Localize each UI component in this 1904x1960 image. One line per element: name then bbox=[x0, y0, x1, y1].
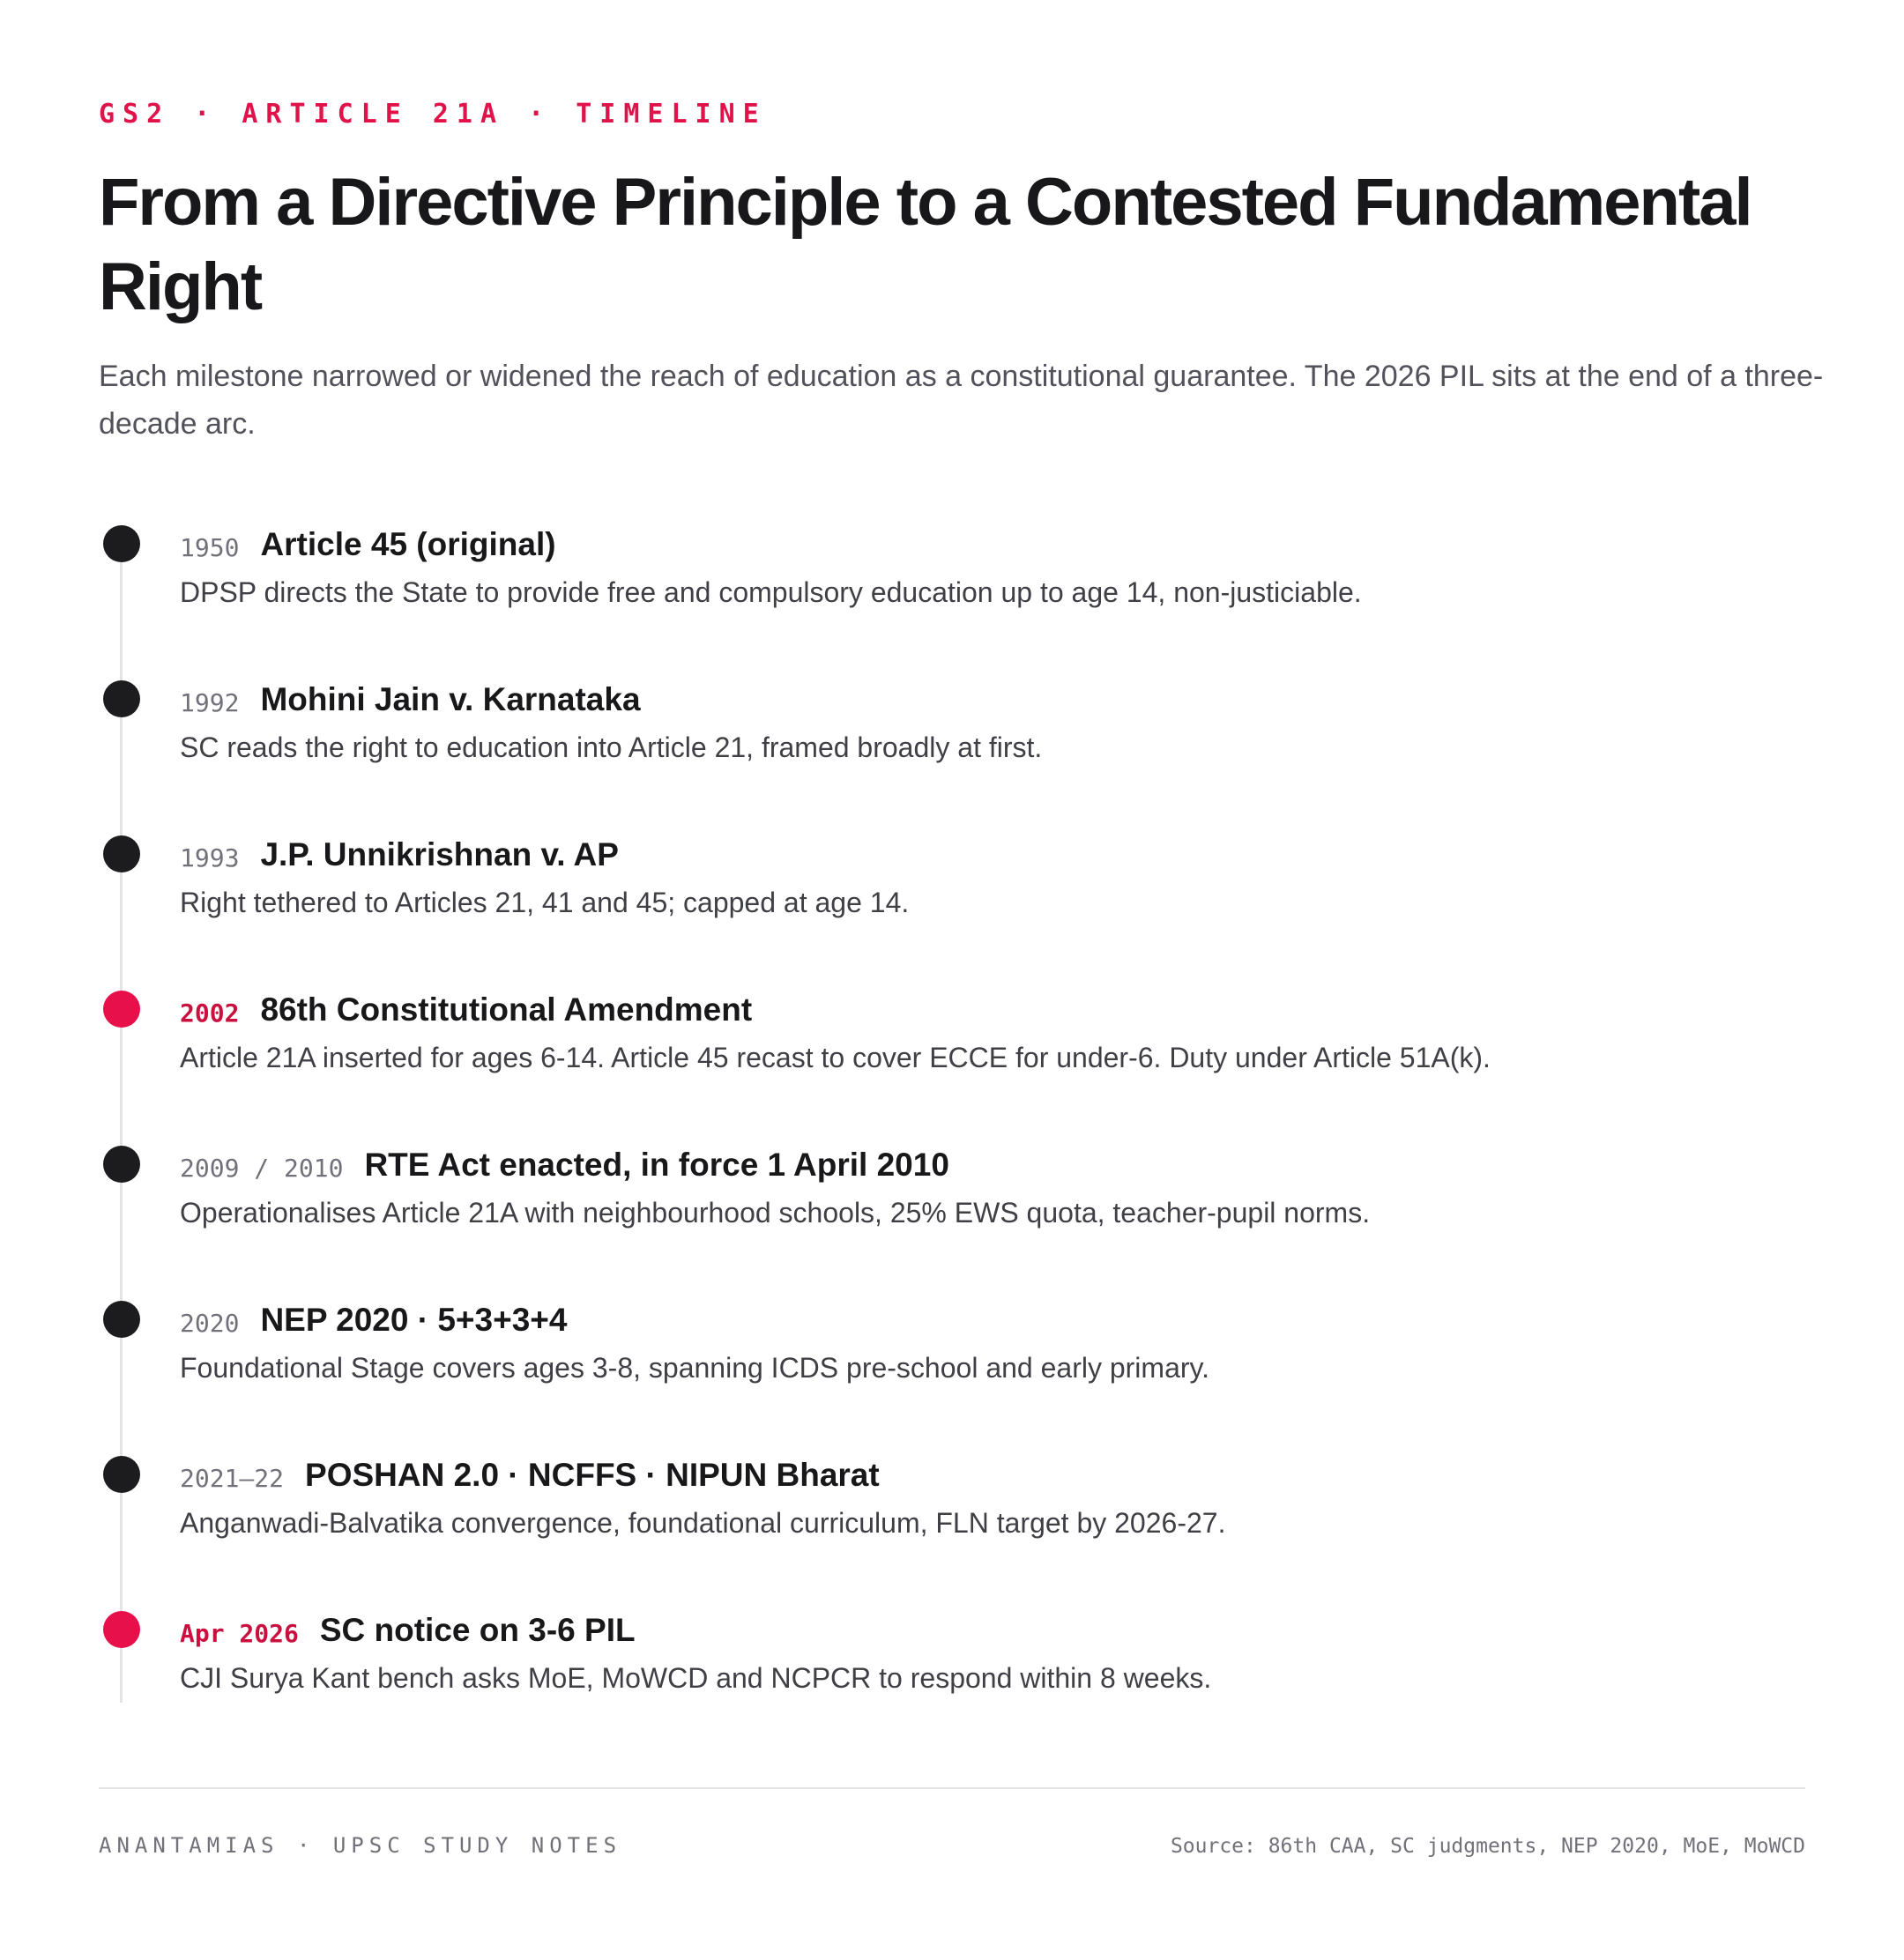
event-description: SC reads the right to education into Article 21, framed broadly at first. bbox=[180, 731, 1043, 763]
event-title: RTE Act enacted, in force 1 April 2010 bbox=[364, 1147, 949, 1183]
timeline-event bbox=[0, 1146, 1904, 1278]
event-title: Mohini Jain v. Karnataka bbox=[260, 681, 641, 717]
event-description: Right tethered to Articles 21, 41 and 45; capped at age 14. bbox=[180, 887, 910, 918]
event-year: 2002 bbox=[180, 998, 240, 1028]
event-header bbox=[180, 525, 556, 564]
event-description: Operationalises Article 21A with neighbourhood schools, 25% EWS quota, teacher-pupil norms. bbox=[180, 1197, 1371, 1229]
timeline-dot bbox=[103, 1456, 140, 1493]
timeline-event bbox=[0, 525, 1904, 657]
event-description: Article 21A inserted for ages 6-14. Article 45 recast to cover ECCE for under-6. Duty under Article 51A(k). bbox=[180, 1042, 1491, 1073]
timeline-event bbox=[0, 1301, 1904, 1433]
event-header bbox=[180, 1611, 636, 1650]
timeline-dot bbox=[103, 835, 140, 872]
event-title: SC notice on 3-6 PIL bbox=[319, 1612, 636, 1648]
timeline-event bbox=[0, 1456, 1904, 1588]
event-description: Foundational Stage covers ages 3-8, spanning ICDS pre-school and early primary. bbox=[180, 1352, 1210, 1384]
event-header bbox=[180, 1456, 880, 1495]
event-year: 1950 bbox=[180, 532, 240, 562]
timeline-event bbox=[0, 680, 1904, 813]
event-year: 2020 bbox=[180, 1308, 240, 1338]
event-year: 2021–22 bbox=[180, 1463, 285, 1493]
event-description: Anganwadi-Balvatika convergence, foundational curriculum, FLN target by 2026-27. bbox=[180, 1507, 1226, 1539]
event-title: NEP 2020 · 5+3+3+4 bbox=[260, 1302, 568, 1338]
timeline-event bbox=[0, 991, 1904, 1123]
footer-divider bbox=[99, 1787, 1805, 1789]
intro-paragraph: Each milestone narrowed or widened the reach of education as a constitutional guarantee. The 2026 PIL sits at the end of a three-decade arc. bbox=[99, 360, 1824, 441]
event-year: 2009 / 2010 bbox=[180, 1153, 344, 1183]
event-header bbox=[180, 680, 641, 719]
timeline-dot bbox=[103, 680, 140, 717]
footer-source: Source: 86th CAA, SC judgments, NEP 2020, MoE, MoWCD bbox=[1170, 1835, 1805, 1858]
event-year: 1992 bbox=[180, 687, 240, 717]
timeline-dot bbox=[103, 1146, 140, 1183]
page-title: From a Directive Principle to a Contested Fundamental Right bbox=[99, 165, 1752, 324]
section-eyebrow: GS2 · ARTICLE 21A · TIMELINE bbox=[99, 99, 767, 130]
event-header bbox=[180, 835, 619, 874]
timeline-dot-highlight bbox=[103, 991, 140, 1028]
event-title: J.P. Unnikrishnan v. AP bbox=[260, 836, 619, 872]
event-title: Article 45 (original) bbox=[260, 526, 556, 562]
event-description: DPSP directs the State to provide free and compulsory education up to age 14, non-justiciable. bbox=[180, 576, 1362, 608]
timeline-dot bbox=[103, 1301, 140, 1338]
timeline-event bbox=[0, 835, 1904, 968]
event-header bbox=[180, 991, 752, 1029]
event-year: 1993 bbox=[180, 843, 240, 872]
timeline-dot bbox=[103, 525, 140, 562]
event-header bbox=[180, 1301, 567, 1340]
event-header bbox=[180, 1146, 949, 1184]
timeline-dot-highlight bbox=[103, 1611, 140, 1648]
event-title: 86th Constitutional Amendment bbox=[260, 991, 753, 1028]
event-description: CJI Surya Kant bench asks MoE, MoWCD and NCPCR to respond within 8 weeks. bbox=[180, 1662, 1212, 1694]
event-title: POSHAN 2.0 · NCFFS · NIPUN Bharat bbox=[305, 1457, 880, 1493]
timeline-event bbox=[0, 1611, 1904, 1743]
footer-brand: ANANTAMIAS · UPSC STUDY NOTES bbox=[99, 1833, 622, 1858]
event-year: Apr 2026 bbox=[180, 1618, 299, 1648]
